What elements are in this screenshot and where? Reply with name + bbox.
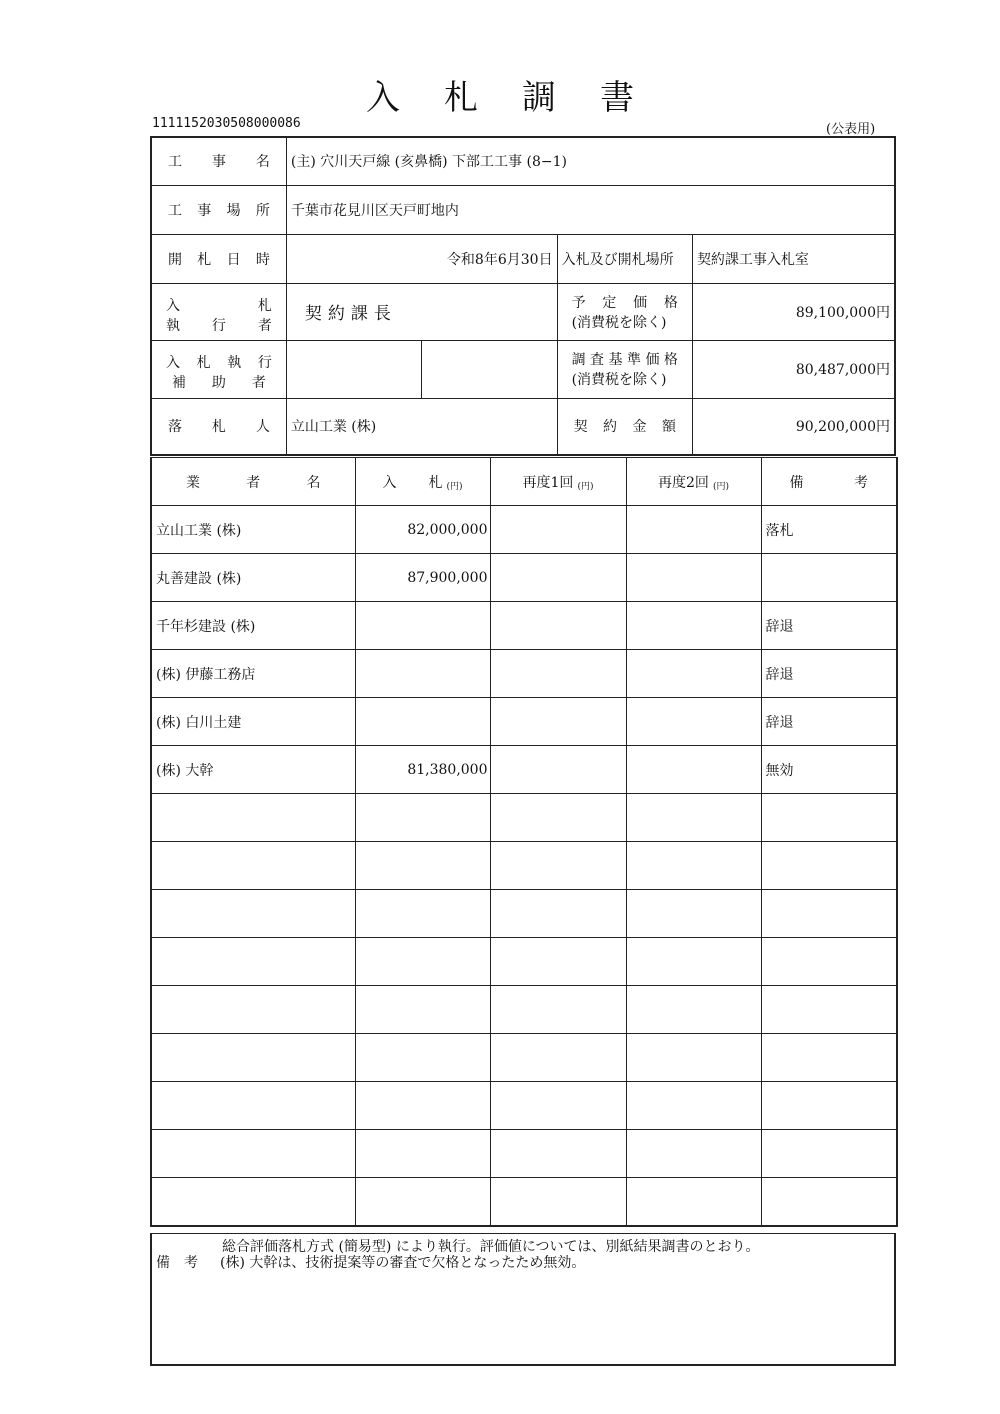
- winner-label: 落 札 人: [151, 398, 286, 455]
- cell-rebid2: [626, 890, 761, 938]
- cell-rebid1: [490, 698, 626, 746]
- cell-company: [151, 938, 355, 986]
- cell-company: (株) 白川土建: [151, 698, 355, 746]
- cell-remarks: 無効: [761, 746, 897, 794]
- cell-bid: 87,900,000: [355, 554, 490, 602]
- notes-box: [150, 1233, 896, 1366]
- cell-remarks: 辞退: [761, 650, 897, 698]
- assistant-value-2: [422, 340, 557, 398]
- cell-rebid1: [490, 842, 626, 890]
- table-row: [151, 794, 897, 842]
- cell-bid: [355, 1082, 490, 1130]
- title-char: 調: [522, 78, 556, 118]
- cell-rebid2: [626, 506, 761, 554]
- cell-rebid2: [626, 650, 761, 698]
- planned-price-value: 89,100,000円: [692, 283, 895, 340]
- cell-rebid1: [490, 506, 626, 554]
- venue-value: 契約課工事入札室: [692, 234, 895, 283]
- table-row: [151, 506, 897, 554]
- table-row: [151, 698, 897, 746]
- cell-company: [151, 842, 355, 890]
- col-header-company: 業 者 名: [151, 458, 355, 506]
- cell-remarks: [761, 842, 897, 890]
- cell-rebid1: [490, 746, 626, 794]
- cell-bid: [355, 938, 490, 986]
- table-row: [151, 554, 897, 602]
- col-header-bid: 入 札 (円): [355, 458, 490, 506]
- cell-company: [151, 794, 355, 842]
- cell-rebid2: [626, 842, 761, 890]
- cell-rebid2: [626, 938, 761, 986]
- cell-rebid2: [626, 602, 761, 650]
- tender-header-table: [150, 136, 896, 456]
- cell-rebid1: [490, 1130, 626, 1178]
- cell-company: (株) 伊藤工務店: [151, 650, 355, 698]
- cell-bid: [355, 794, 490, 842]
- cell-bid: [355, 650, 490, 698]
- cell-bid: [355, 1034, 490, 1082]
- survey-price-label: 調 査 基 準 価 格 (消費税を除く): [557, 340, 692, 398]
- venue-label: 入札及び開札場所: [557, 234, 692, 283]
- cell-remarks: [761, 1178, 897, 1227]
- table-row: [151, 1034, 897, 1082]
- work-place-label: 工 事 場 所: [151, 185, 286, 234]
- col-header-remarks: 備 考: [761, 458, 897, 506]
- table-row: [151, 1130, 897, 1178]
- cell-rebid1: [490, 650, 626, 698]
- contract-amount-value: 90,200,000円: [692, 398, 895, 455]
- table-row: [151, 1082, 897, 1130]
- cell-rebid2: [626, 794, 761, 842]
- table-row: [151, 746, 897, 794]
- cell-remarks: [761, 554, 897, 602]
- cell-bid: [355, 698, 490, 746]
- cell-company: [151, 1178, 355, 1227]
- cell-remarks: 落札: [761, 506, 897, 554]
- cell-remarks: [761, 1034, 897, 1082]
- table-row: [151, 986, 897, 1034]
- work-name-label: 工 事 名: [151, 137, 286, 185]
- cell-remarks: [761, 938, 897, 986]
- opening-datetime-label: 開 札 日 時: [151, 234, 286, 283]
- cell-rebid2: [626, 1178, 761, 1227]
- cell-rebid1: [490, 890, 626, 938]
- cell-bid: [355, 1178, 490, 1227]
- title-char: 札: [444, 78, 478, 118]
- title-char: 入: [366, 78, 400, 118]
- cell-bid: [355, 986, 490, 1034]
- cell-bid: 81,380,000: [355, 746, 490, 794]
- cell-remarks: [761, 986, 897, 1034]
- assistant-value-1: [286, 340, 421, 398]
- cell-bid: [355, 1130, 490, 1178]
- cell-rebid1: [490, 1082, 626, 1130]
- cell-remarks: 辞退: [761, 698, 897, 746]
- cell-rebid2: [626, 746, 761, 794]
- work-name-value: (主) 穴川天戸線 (亥鼻橋) 下部工工事 (8−1): [286, 137, 895, 185]
- cell-rebid2: [626, 554, 761, 602]
- table-row: [151, 890, 897, 938]
- cell-bid: 82,000,000: [355, 506, 490, 554]
- cell-rebid2: [626, 1034, 761, 1082]
- cell-bid: [355, 890, 490, 938]
- cell-rebid1: [490, 938, 626, 986]
- cell-rebid1: [490, 1178, 626, 1227]
- cell-remarks: [761, 1130, 897, 1178]
- work-place-value: 千葉市花見川区天戸町地内: [286, 185, 895, 234]
- col-header-rebid-2: 再度2回 (円): [626, 458, 761, 506]
- executor-label: 入 札 執 行 者: [151, 283, 286, 340]
- cell-rebid2: [626, 986, 761, 1034]
- cell-rebid1: [490, 602, 626, 650]
- survey-price-value: 80,487,000円: [692, 340, 895, 398]
- table-row: [151, 602, 897, 650]
- cell-rebid2: [626, 698, 761, 746]
- cell-rebid2: [626, 1130, 761, 1178]
- cell-remarks: [761, 794, 897, 842]
- cell-company: [151, 1130, 355, 1178]
- winner-value: 立山工業 (株): [286, 398, 557, 455]
- cell-company: [151, 890, 355, 938]
- col-header-rebid-1: 再度1回 (円): [490, 458, 626, 506]
- bid-table: [150, 457, 898, 1227]
- cell-company: [151, 986, 355, 1034]
- cell-company: (株) 大幹: [151, 746, 355, 794]
- table-row: [151, 1178, 897, 1227]
- table-row: [151, 650, 897, 698]
- cell-rebid1: [490, 1034, 626, 1082]
- contract-amount-label: 契 約 金 額: [557, 398, 692, 455]
- cell-bid: [355, 842, 490, 890]
- cell-rebid1: [490, 794, 626, 842]
- cell-rebid2: [626, 1082, 761, 1130]
- cell-company: 千年杉建設 (株): [151, 602, 355, 650]
- cell-bid: [355, 602, 490, 650]
- opening-datetime-value: 令和8年6月30日: [286, 234, 557, 283]
- document-number: 1111152030508000086: [152, 116, 301, 131]
- cell-rebid1: [490, 554, 626, 602]
- assistant-label: 入 札 執 行 補 助 者: [151, 340, 286, 398]
- notes-line-1: 総合評価落札方式 (簡易型) により執行。評価値については、別紙結果調書のとおり。: [222, 1239, 760, 1255]
- cell-company: 丸善建設 (株): [151, 554, 355, 602]
- executor-value: 契約課長: [286, 283, 557, 340]
- title-char: 書: [600, 78, 634, 118]
- table-row: [151, 938, 897, 986]
- document-title: [0, 70, 1000, 119]
- notes-line-2: 備 考 (株) 大幹は、技術提案等の審査で欠格となったため無効。: [156, 1252, 585, 1272]
- table-row: [151, 842, 897, 890]
- cell-remarks: [761, 890, 897, 938]
- notes-label: 備 考: [156, 1255, 198, 1271]
- cell-remarks: 辞退: [761, 602, 897, 650]
- cell-company: [151, 1082, 355, 1130]
- cell-rebid1: [490, 986, 626, 1034]
- cell-company: [151, 1034, 355, 1082]
- public-use-label: (公表用): [826, 122, 876, 137]
- cell-company: 立山工業 (株): [151, 506, 355, 554]
- planned-price-label: 予 定 価 格 (消費税を除く): [557, 283, 692, 340]
- cell-remarks: [761, 1082, 897, 1130]
